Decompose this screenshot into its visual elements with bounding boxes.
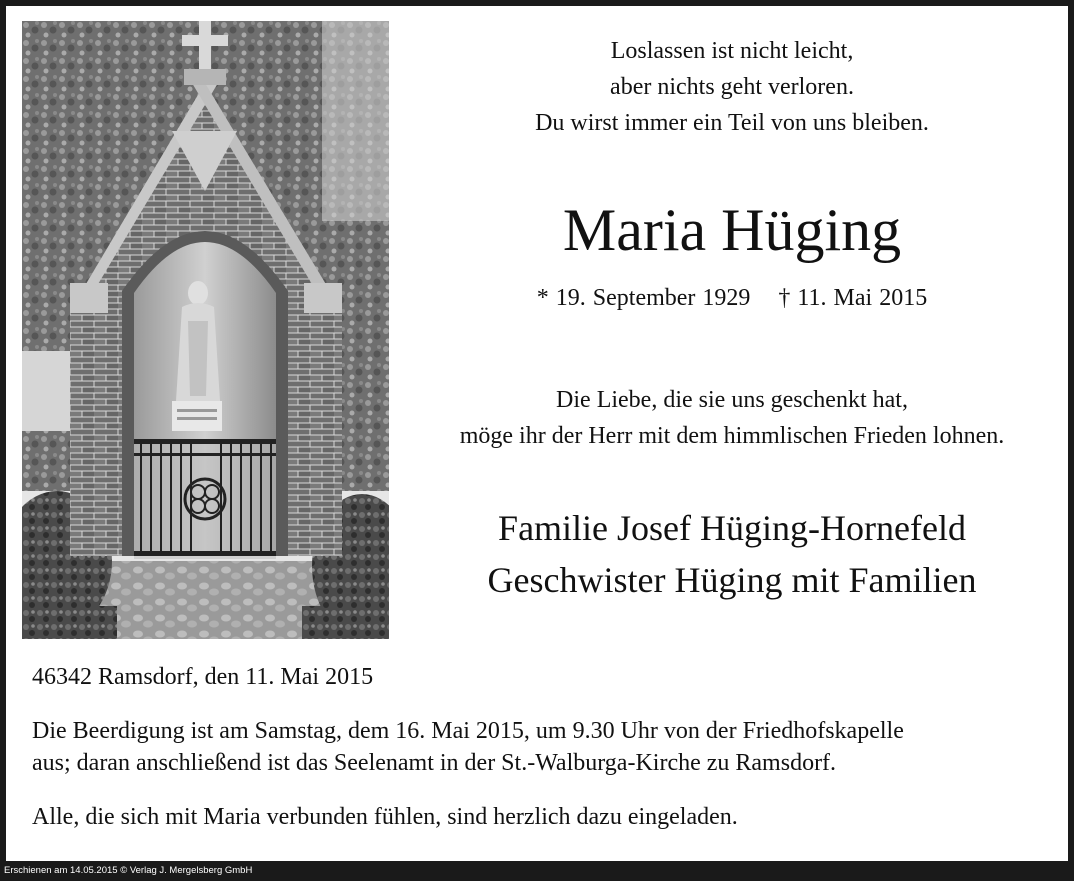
funeral-line: aus; daran anschließend ist das Seelenamt in der St.-Walburga-Kirche zu Ramsdorf.	[32, 750, 837, 776]
family-line: Familie Josef Hüging-Hornefeld	[498, 508, 966, 548]
place-and-date: 46342 Ramsdorf, den 11. Mai 2015	[32, 664, 374, 690]
birth-date: * 19. September 1929	[536, 285, 751, 311]
publication-footer: Erschienen am 14.05.2015 © Verlag J. Mergelsberg GmbH	[0, 861, 1074, 881]
blessing-text	[410, 382, 1054, 454]
death-date: † 11. Mai 2015	[778, 285, 928, 311]
chapel-shrine-photo-icon	[22, 21, 389, 639]
funeral-details	[32, 715, 1052, 779]
invitation-text: Alle, die sich mit Maria verbunden fühlen, sind herzlich dazu eingeladen.	[32, 804, 738, 830]
verse-line: Loslassen ist nicht leicht,	[610, 38, 854, 64]
family-line: Geschwister Hüging mit Familien	[487, 560, 977, 600]
verse-line: Du wirst immer ein Teil von uns bleiben.	[535, 110, 929, 136]
chapel-photo	[22, 21, 389, 639]
funeral-line: Die Beerdigung ist am Samstag, dem 16. Mai 2015, um 9.30 Uhr von der Friedhofskapelle	[32, 718, 904, 744]
mourning-family	[410, 502, 1054, 606]
deceased-name: Maria Hüging	[562, 197, 902, 263]
verse-line: aber nichts geht verloren.	[610, 74, 854, 100]
opening-verse	[410, 33, 1054, 141]
blessing-line: Die Liebe, die sie uns geschenkt hat,	[556, 387, 908, 413]
blessing-line: möge ihr der Herr mit dem himmlischen Frieden lohnen.	[459, 423, 1005, 449]
life-dates	[410, 283, 1054, 313]
